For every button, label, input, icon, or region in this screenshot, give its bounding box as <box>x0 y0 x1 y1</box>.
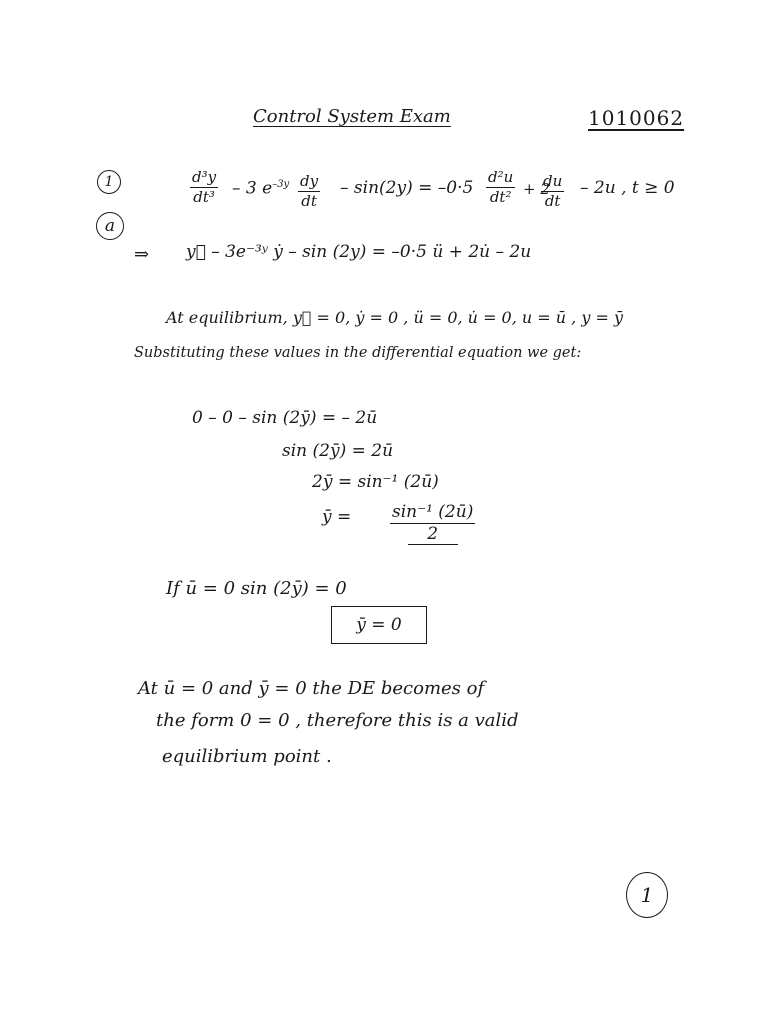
conclusion-line-2: the form 0 = 0 , therefore this is a valid <box>156 710 519 731</box>
derivation-step-2: sin (2ȳ) = 2ū <box>282 441 394 461</box>
term2-numerator: dy <box>300 172 319 190</box>
student-id: 1010062 <box>588 106 685 130</box>
step4-denominator: 2 <box>408 524 458 545</box>
implies-arrow: ⇒ <box>134 244 150 265</box>
term-dy-dt <box>298 174 320 210</box>
conclusion-line-3: equilibrium point . <box>162 746 332 767</box>
term-d3y-dt3 <box>190 170 218 206</box>
term5-denominator: dt <box>544 191 561 210</box>
if-condition-line: If ū = 0 sin (2ȳ) = 0 <box>166 578 347 599</box>
term5-numerator: du <box>543 172 563 190</box>
equilibrium-conditions: At equilibrium, y⃛ = 0, ẏ = 0 , ü = 0, u̇ = 0, u = ū , y = ȳ <box>166 308 624 327</box>
term1-numerator: d³y <box>192 168 217 186</box>
term5-prefix: + 2 <box>523 180 550 198</box>
boxed-result <box>331 606 427 644</box>
question-number-circle <box>97 170 121 194</box>
term6-rest: – 2u , t ≥ 0 <box>580 178 675 198</box>
term4-numerator: d²u <box>488 168 514 186</box>
step4-numerator: sin⁻¹ (2ū) <box>392 502 474 522</box>
question-number: 1 <box>104 174 114 190</box>
term4-denominator: dt² <box>489 187 512 206</box>
term-d2u-dt2 <box>486 170 515 206</box>
derivation-step-4-lhs: ȳ = <box>322 507 352 527</box>
derivation-step-1: 0 – 0 – sin (2ȳ) = – 2ū <box>192 408 378 428</box>
page-number-circle <box>626 872 668 918</box>
exam-title: Control System Exam <box>253 106 451 127</box>
term3-sin: – sin(2y) = –0·5 <box>340 178 474 198</box>
term-du-dt <box>541 174 564 210</box>
derivation-step-4-fraction <box>390 504 475 545</box>
question-part: a <box>104 216 116 236</box>
page-number: 1 <box>640 883 654 907</box>
substitution-statement: Substituting these values in the differential equation we get: <box>134 345 582 361</box>
term2-denominator: dt <box>301 191 317 210</box>
term2-prefix: – 3 $e^{-3y}$ <box>232 178 290 199</box>
boxed-result-text: ȳ = 0 <box>356 615 402 635</box>
term1-denominator: dt³ <box>193 187 215 206</box>
question-part-circle <box>96 212 124 240</box>
term2-exponent: –3y <box>272 179 290 190</box>
dot-notation-equation: y⃛ – 3e⁻³ʸ ẏ – sin (2y) = –0·5 ü + 2u̇ – 2u <box>186 242 532 262</box>
derivation-step-3: 2ȳ = sin⁻¹ (2ū) <box>312 472 439 492</box>
conclusion-line-1: At ū = 0 and ȳ = 0 the DE becomes of <box>138 678 485 699</box>
